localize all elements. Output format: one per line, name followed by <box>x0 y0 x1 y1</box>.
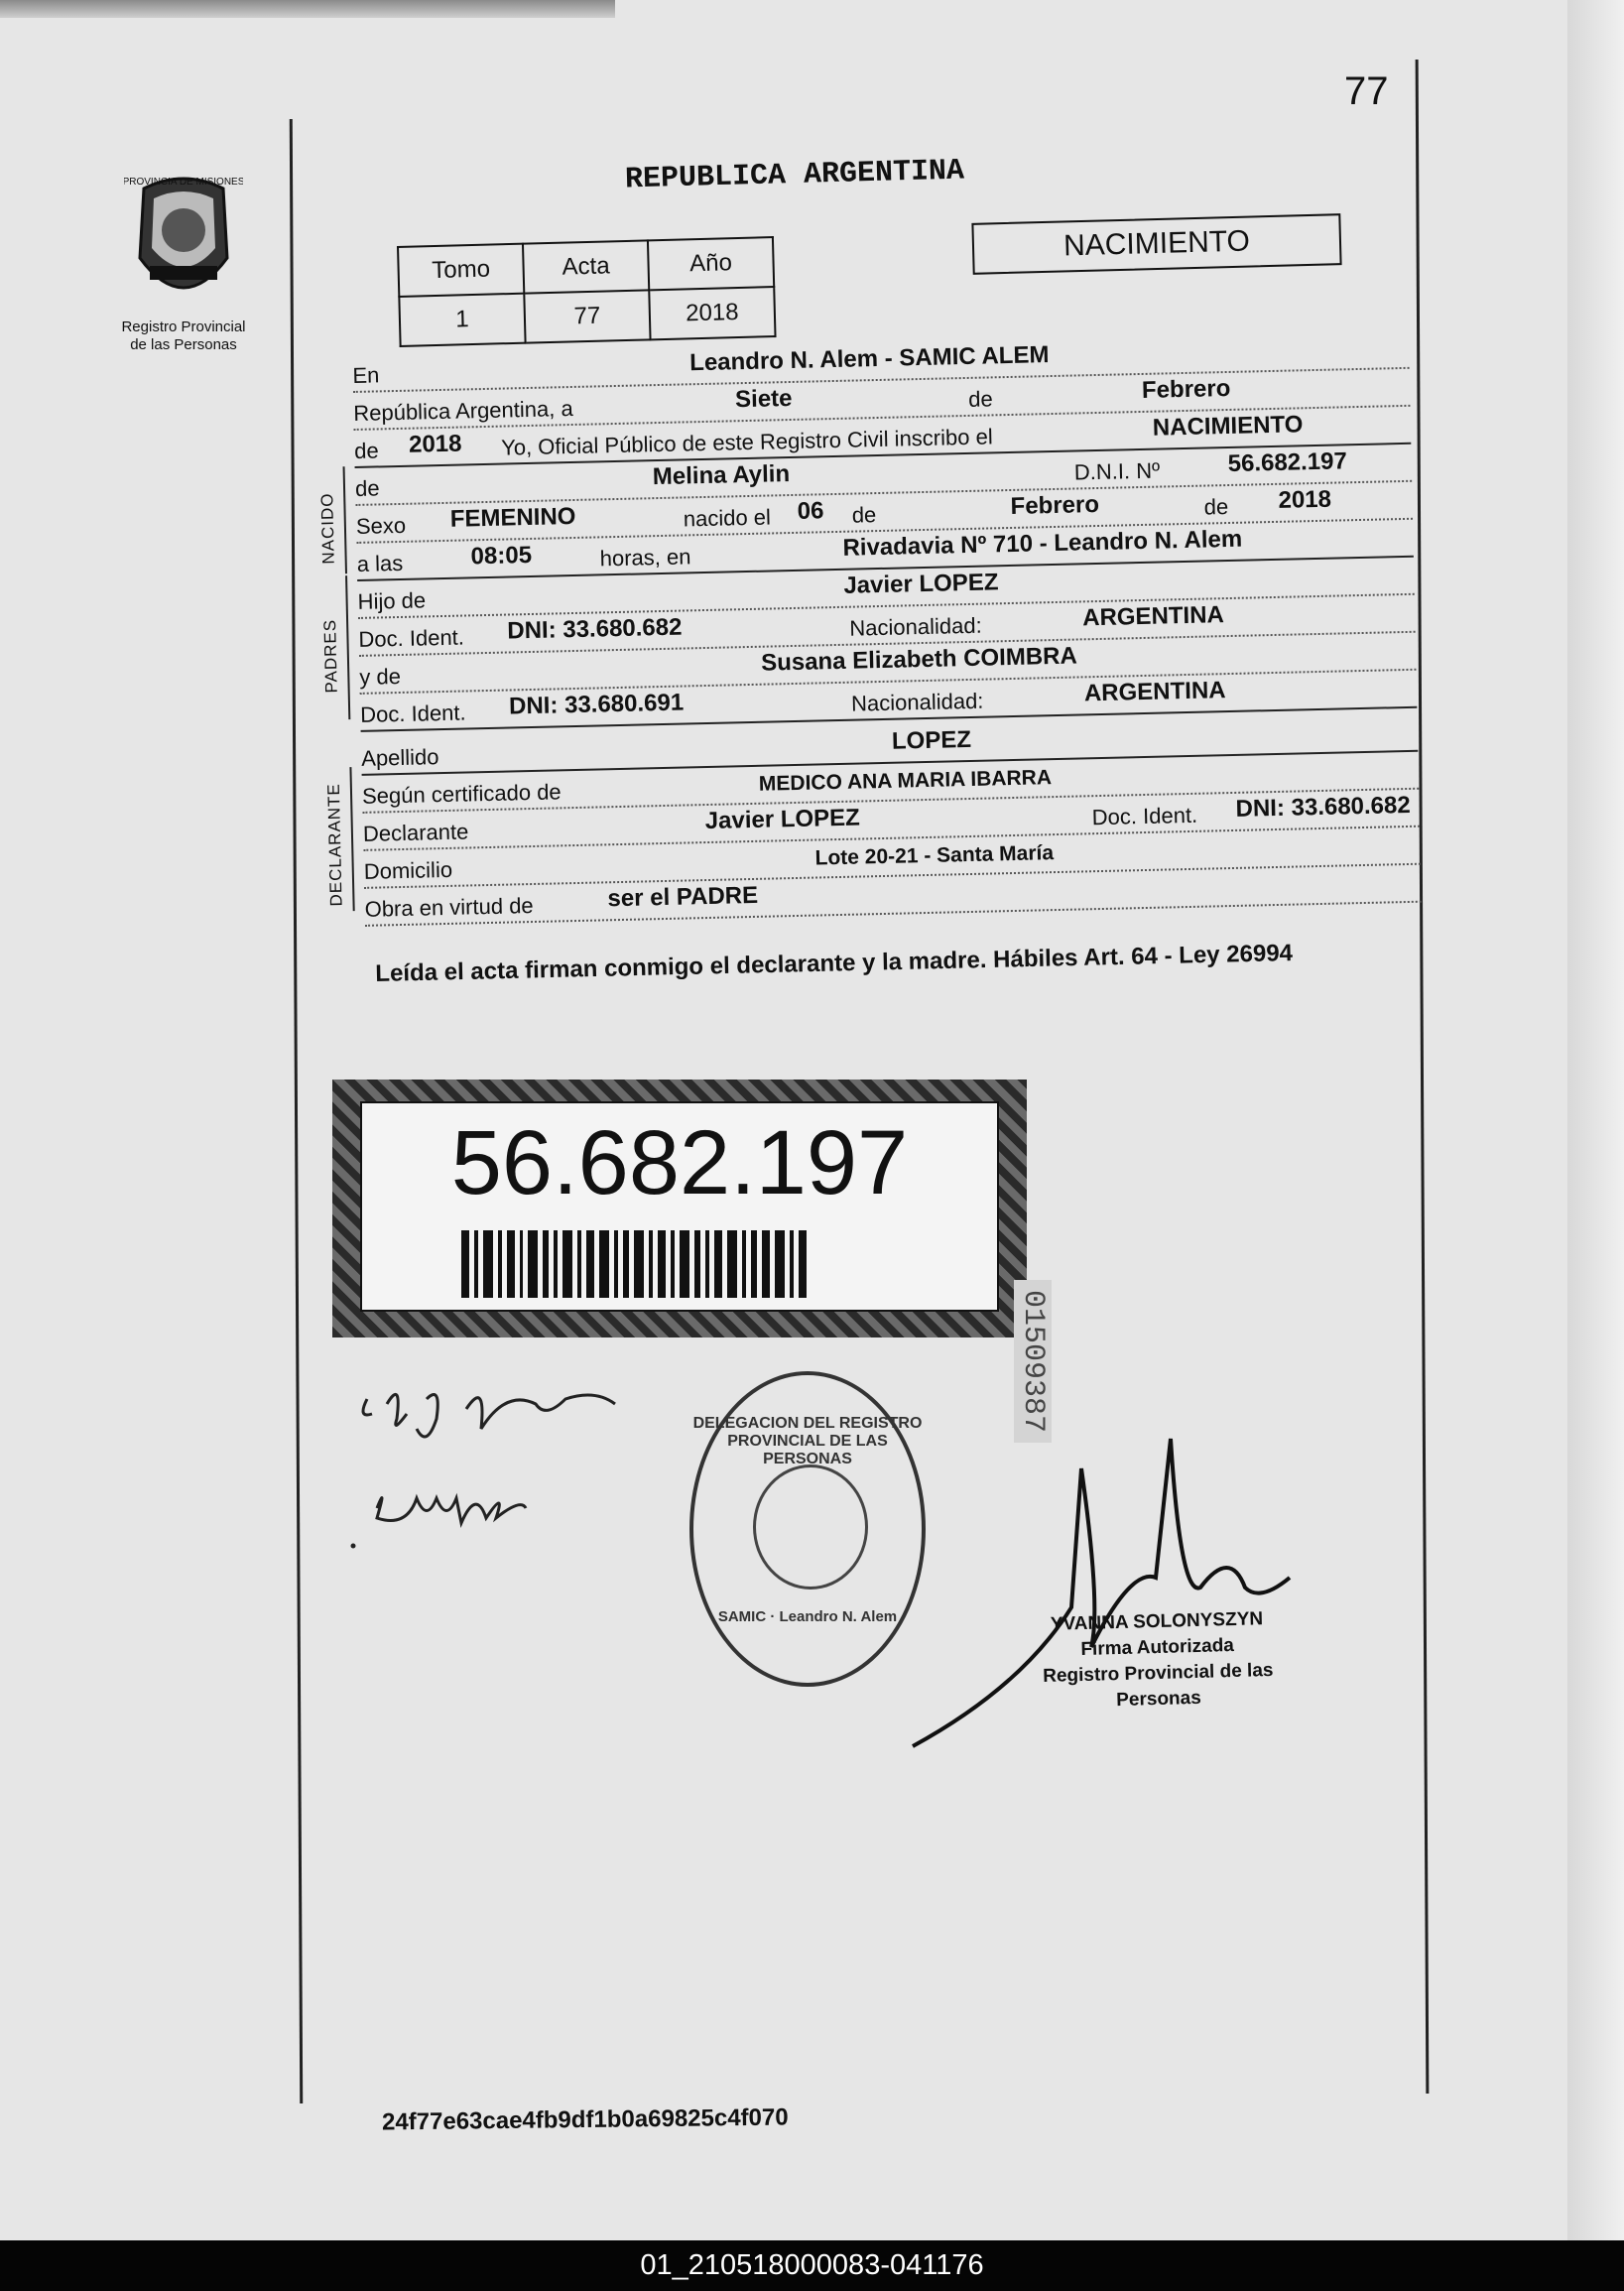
name-value: Melina Aylin <box>652 460 791 491</box>
document-hash: 24f77e63cae4fb9df1b0a69825c4f070 <box>381 2103 789 2136</box>
month-value: Febrero <box>1141 374 1231 404</box>
value-anio: 2018 <box>649 287 775 339</box>
sexo-label: Sexo <box>355 512 407 539</box>
logo-caption-line2: de las Personas <box>130 336 237 353</box>
header-tomo: Tomo <box>398 244 524 297</box>
nac-label: Nacionalidad: <box>849 612 982 641</box>
nac2-label: Nacionalidad: <box>850 688 984 716</box>
official-role: Firma Autorizada <box>1080 1634 1235 1661</box>
de2-label: de <box>353 438 379 463</box>
en-label: En <box>352 362 380 388</box>
doc2-label: Doc. Ident. <box>359 700 466 727</box>
stamp-inner-text: SAMIC · Leandro N. Alem <box>717 1608 898 1625</box>
dni-value: 56.682.197 <box>1227 447 1348 477</box>
dni-label: D.N.I. Nº <box>1073 457 1161 485</box>
record-type-box: NACIMIENTO <box>971 213 1341 275</box>
handwritten-signatures <box>347 1359 665 1578</box>
republica-label: República Argentina, a <box>353 395 573 426</box>
certificado-value: MEDICO ANA MARIA IBARRA <box>758 766 1053 796</box>
birth-year: 2018 <box>1278 485 1332 514</box>
madre-nac: ARGENTINA <box>1083 677 1226 707</box>
province-seal-icon <box>124 169 243 308</box>
document-title: REPUBLICA ARGENTINA <box>624 154 965 197</box>
logo-caption <box>109 318 258 354</box>
certificado-label: Según certificado de <box>361 779 562 809</box>
name-label: de <box>354 475 380 501</box>
decl-doc-label: Doc. Ident. <box>1091 802 1198 830</box>
stamp-emblem-icon <box>753 1464 868 1590</box>
domicilio-value: Lote 20-21 - Santa María <box>814 841 1055 870</box>
barcode <box>461 1230 898 1298</box>
birth-day: 06 <box>797 497 824 525</box>
nacido-el-label: nacido el <box>683 504 772 532</box>
de-label: de <box>967 386 993 412</box>
year-value: 2018 <box>408 430 462 458</box>
apellido-value: LOPEZ <box>891 725 972 755</box>
declarante-label: Declarante <box>362 819 469 846</box>
value-tomo: 1 <box>399 294 525 346</box>
id-label-sticker <box>332 1080 1027 1337</box>
hijo-label: Hijo de <box>357 587 427 614</box>
padre-value: Javier LOPEZ <box>843 569 999 599</box>
header-acta: Acta <box>523 240 649 293</box>
province-logo <box>109 169 258 354</box>
id-number: 56.682.197 <box>450 1112 909 1213</box>
official-name: YVANNA SOLONYSZYN <box>1050 1608 1264 1635</box>
inscribo-value: NACIMIENTO <box>1152 411 1304 442</box>
birth-record-form <box>317 331 1422 927</box>
official-office: Registro Provincial de las Personas <box>1042 1659 1274 1712</box>
yde-label: y de <box>359 663 402 690</box>
obra-value: ser el PADRE <box>607 881 759 913</box>
sexo-value: FEMENINO <box>449 502 576 533</box>
logo-caption-line1: Registro Provincial <box>121 318 246 335</box>
padre-doc: DNI: 33.680.682 <box>507 613 683 645</box>
day-value: Siete <box>734 384 793 414</box>
file-id-bar: 01_210518000083-041176 <box>0 2240 1624 2291</box>
value-acta: 77 <box>524 290 650 342</box>
official-block <box>1003 1605 1313 1717</box>
apellido-label: Apellido <box>360 744 439 771</box>
birth-de-label: de <box>851 502 877 528</box>
register-table <box>397 236 777 347</box>
closing-note: Leída el acta firman conmigo el declarante y la madre. Hábiles Art. 64 - Ley 26994 <box>375 940 1294 987</box>
obra-label: Obra en virtud de <box>364 893 534 922</box>
official-stamp <box>689 1371 926 1687</box>
en-value: Leandro N. Alem - SAMIC ALEM <box>688 341 1050 377</box>
padre-nac: ARGENTINA <box>1081 601 1225 632</box>
decl-doc-value: DNI: 33.680.682 <box>1235 791 1411 823</box>
birth-de2-label: de <box>1203 494 1229 520</box>
horas-en-label: horas, en <box>599 544 691 572</box>
scan-edge-right <box>1567 0 1624 2242</box>
domicilio-label: Domicilio <box>363 856 453 884</box>
madre-value: Susana Elizabeth COIMBRA <box>760 642 1078 677</box>
inscribo-label: Yo, Oficial Público de este Registro Civil inscribo el <box>500 424 993 460</box>
padres-section-label: PADRES <box>320 618 341 694</box>
hora-value: 08:05 <box>470 541 533 571</box>
declarante-section-label: DECLARANTE <box>323 783 346 907</box>
stamp-ring-text: DELEGACION DEL REGISTRO PROVINCIAL DE LAS PERSONAS <box>692 1415 923 1467</box>
header-anio: Año <box>648 237 774 290</box>
hora-label: a las <box>356 550 404 576</box>
birth-month: Febrero <box>1010 490 1100 520</box>
seal-text: PROVINCIA DE MISIONES <box>124 177 243 188</box>
page-number: 77 <box>1344 69 1389 113</box>
lugar-value: Rivadavia Nº 710 - Leandro N. Alem <box>842 525 1243 562</box>
nacido-section-label: NACIDO <box>317 492 338 565</box>
madre-doc: DNI: 33.680.691 <box>508 689 685 720</box>
declarante-value: Javier LOPEZ <box>704 804 861 835</box>
scan-edge <box>0 0 615 18</box>
serial-number: 01509387 <box>1014 1280 1052 1443</box>
id-label-inner <box>360 1101 999 1312</box>
doc-label: Doc. Ident. <box>358 624 465 652</box>
